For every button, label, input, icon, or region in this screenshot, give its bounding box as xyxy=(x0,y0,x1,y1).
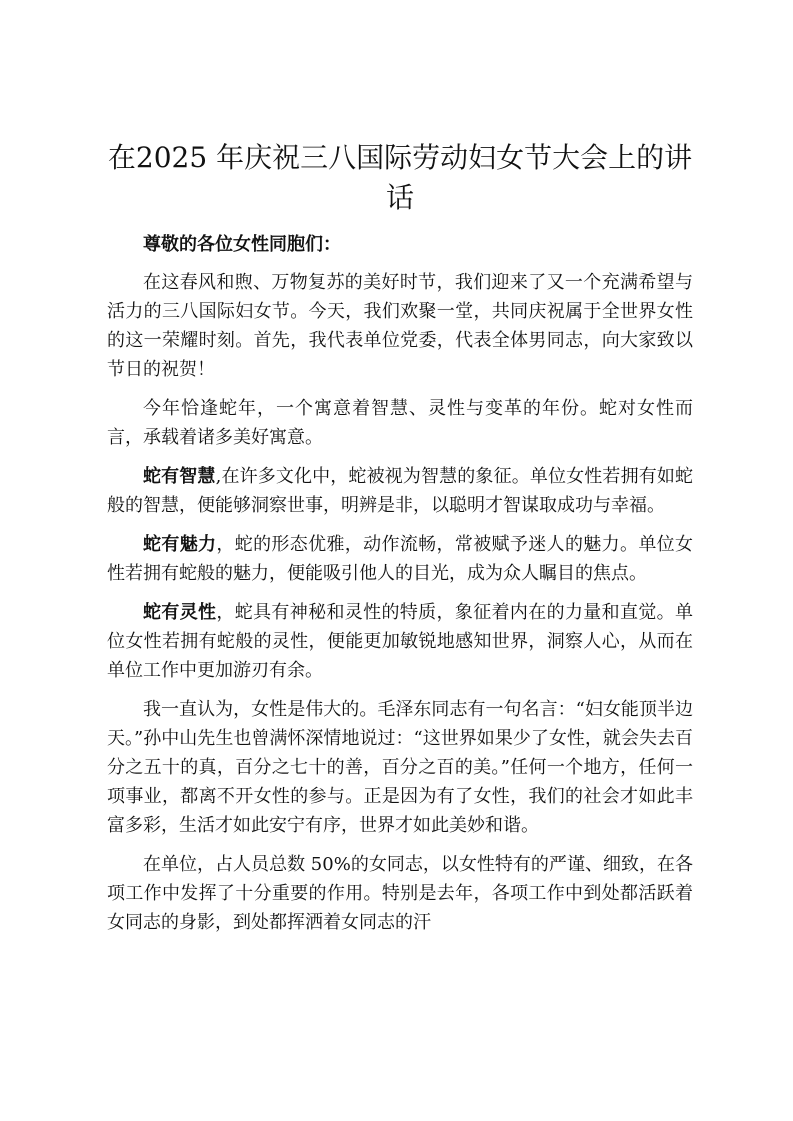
paragraph-text: ，蛇具有神秘和灵性的特质，象征着内在的力量和直觉。单位女性若拥有蛇般的灵性，便能更加敏锐地感知世界，洞察人心，从而在单位工作中更加游刃有余。 xyxy=(107,602,694,681)
paragraph xyxy=(107,598,693,685)
paragraph xyxy=(107,394,693,452)
paragraph-text: 我一直认为，女性是伟大的。毛泽东同志有一句名言：“妇女能顶半边天。”孙中山先生也曾满怀深情地说过：“这世界如果少了女性，就会失去百分之五十的真，百分之七十的善，百分之百的美。”任何一个地方，任何一项事业，都离不开女性的参与。正是因为有了女性，我们的社会才如此丰富多彩，生活才如此安宁有序，世界才如此美妙和谐。 xyxy=(107,699,693,836)
document-title: 在2025 年庆祝三八国际劳动妇女节大会上的讲话 xyxy=(107,141,693,214)
paragraph-lead: 蛇有灵性 xyxy=(143,602,217,623)
paragraph-lead: 蛇有智慧 xyxy=(143,466,216,487)
paragraph xyxy=(107,268,693,384)
paragraph xyxy=(107,530,693,588)
paragraph-text: 在这春风和煦、万物复苏的美好时节，我们迎来了又一个充满希望与活力的三八国际妇女节。今天，我们欢聚一堂，共同庆祝属于全世界女性的这一荣耀时刻。首先，我代表单位党委，代表全体男同志，向大家致以节日的祝贺！ xyxy=(107,272,693,380)
paragraph-text: ,在许多文化中，蛇被视为智慧的象征。单位女性若拥有如蛇般的智慧，便能够洞察世事，明辨是非，以聪明才智谋取成功与幸福。 xyxy=(107,466,693,516)
paragraph xyxy=(107,462,693,520)
paragraph-text: 今年恰逢蛇年，一个寓意着智慧、灵性与变革的年份。蛇对女性而言，承载着诸多美好寓意。 xyxy=(107,398,693,448)
salutation: 尊敬的各位女性同胞们： xyxy=(143,234,341,255)
paragraph-text: 在单位，占人员总数 50%的女同志，以女性特有的严谨、细致，在各项工作中发挥了十分重要的作用。特别是去年，各项工作中到处都活跃着女同志的身影，到处都挥洒着女同志的汗 xyxy=(107,854,693,933)
paragraph xyxy=(107,695,693,840)
paragraph-lead: 蛇有魅力 xyxy=(143,534,217,555)
document-body xyxy=(107,138,693,937)
paragraph-text: ，蛇的形态优雅，动作流畅，常被赋予迷人的魅力。单位女性若拥有蛇般的魅力，便能吸引他人的目光，成为众人瞩目的焦点。 xyxy=(107,534,694,584)
paragraph xyxy=(107,850,693,937)
